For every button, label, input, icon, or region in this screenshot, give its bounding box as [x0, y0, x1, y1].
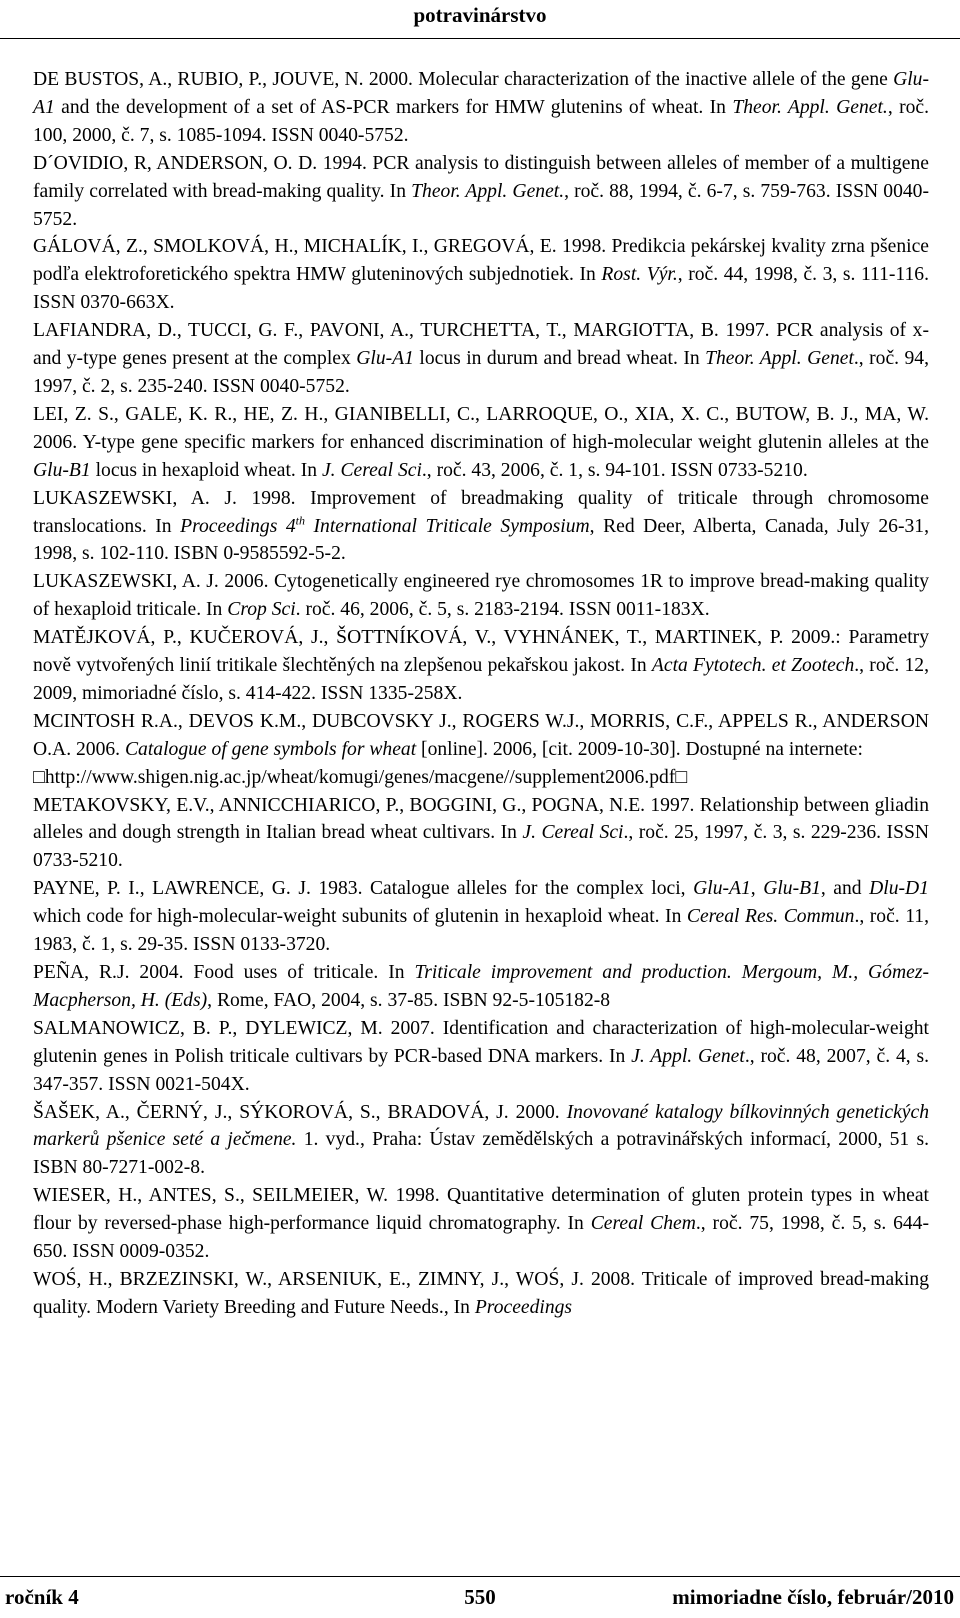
reference-italic-text: Theor. Appl. Genet	[705, 348, 854, 370]
reference-text: . roč. 46, 2006, č. 5, s. 2183-2194. ISSN 0011-183X.	[295, 599, 710, 621]
reference-italic-text: Rost. Výr.	[601, 264, 678, 286]
reference-text: ŠAŠEK, A., ČERNÝ, J., SÝKOROVÁ, S., BRADOVÁ, J. 2000.	[33, 1101, 567, 1123]
reference-text: METAKOVSKY, E.V., ANNICCHIARICO, P., BOGGINI, G., POGNA, N.E. 1997. Relationship between gliadin alleles and dough strength in Italian bread wheat cultivars. In	[33, 794, 929, 844]
reference-text: [online]. 2006, [cit. 2009-10-30]. Dostupné na internete:	[416, 738, 863, 760]
reference-text: 1. vyd., Praha: Ústav zemědělských a potravinářských informací, 2000, 51 s. ISBN 80-7271-002-8.	[33, 1129, 929, 1179]
page-footer	[0, 1576, 960, 1618]
reference-text: WIESER, H., ANTES, S., SEILMEIER, W. 1998. Quantitative determination of gluten protein types in wheat flour by reversed-phase high-performance liquid chromatography. In	[33, 1185, 929, 1235]
reference-italic-text: Theor. Appl. Genet.	[411, 180, 565, 202]
reference-text: GÁLOVÁ, Z., SMOLKOVÁ, H., MICHALÍK, I., GREGOVÁ, E. 1998. Predikcia pekárskej kvality zrna pšenice podľa elektroforetického spektra HMW gluteninových subjednotiek. In	[33, 236, 929, 286]
reference-text: PEÑA, R.J. 2004. Food uses of triticale. In	[33, 962, 415, 983]
reference-text: LEI, Z. S., GALE, K. R., HE, Z. H., GIANIBELLI, C., LARROQUE, O., XIA, X. C., BUTOW, B. J., MA, W. 2006. Y-type gene specific markers for enhanced discrimination of high-molecular weight glutenin alleles at the	[33, 403, 929, 453]
reference-entry	[33, 485, 929, 569]
reference-text: , Red Deer, Alberta, Canada, July 26-31, 1998, s. 102-110. ISBN 0-9585592-5-2.	[33, 515, 929, 565]
reference-entry	[33, 66, 929, 150]
reference-italic-text: Cereal Chem	[590, 1213, 696, 1235]
reference-text: , Rome, FAO, 2004, s. 37-85. ISBN 92-5-105182-8	[207, 989, 611, 1011]
reference-list	[33, 66, 929, 1322]
reference-text: , roč. 44, 1998, č. 3, s. 111-116. ISSN 0370-663X.	[33, 264, 929, 314]
reference-entry	[33, 624, 929, 708]
reference-text: and the development of a set of AS-PCR markers for HMW glutenins of wheat. In	[54, 96, 733, 118]
footer-page-number: 550	[464, 1585, 496, 1609]
reference-entry	[33, 792, 929, 876]
reference-entry	[33, 1099, 929, 1183]
reference-italic-text: Inovované katalogy bílkovinných genetických markerů pšenice seté a ječmene.	[33, 1101, 929, 1151]
reference-text: SALMANOWICZ, B. P., DYLEWICZ, M. 2007. Identification and characterization of high-molecular-weight glutenin genes in Polish triticale cultivars by PCR-based DNA markers. In	[33, 1017, 929, 1067]
reference-italic-text: Dlu-D1	[869, 878, 929, 900]
reference-italic-text: J. Appl. Genet	[631, 1045, 745, 1067]
journal-name: potravinárstvo	[413, 3, 547, 27]
reference-text: locus in durum and bread wheat. In	[413, 348, 706, 370]
reference-text: PAYNE, P. I., LAWRENCE, G. J. 1983. Catalogue alleles for the complex loci,	[33, 878, 694, 900]
reference-italic-text: Triticale improvement and production. Mergoum, M., Gómez-Macpherson, H. (Eds)	[33, 962, 929, 1011]
reference-text: LUKASZEWSKI, A. J. 1998. Improvement of breadmaking quality of triticale through chromosome translocations. In	[33, 487, 929, 537]
reference-text: DE BUSTOS, A., RUBIO, P., JOUVE, N. 2000. Molecular characterization of the inactive allele of the gene	[33, 69, 894, 90]
reference-italic-text: Glu-B1	[33, 459, 91, 481]
reference-text: , and	[820, 878, 870, 900]
reference-text: ., roč. 43, 2006, č. 1, s. 94-101. ISSN 0733-5210.	[421, 459, 808, 481]
reference-entry	[33, 568, 929, 624]
reference-text: MCINTOSH R.A., DEVOS K.M., DUBCOVSKY J., ROGERS W.J., MORRIS, C.F., APPELS R., ANDERSON O.A. 2006.	[33, 710, 929, 760]
reference-italic-text: Proceedings 4	[180, 515, 296, 537]
reference-text: locus in hexaploid wheat. In	[90, 459, 322, 481]
reference-italic-text: International Triticale Symposium	[305, 515, 590, 537]
reference-entry	[33, 1266, 929, 1322]
reference-italic-text: Crop Sci	[227, 599, 296, 621]
reference-text: ,	[750, 878, 764, 900]
reference-entry	[33, 959, 929, 1015]
reference-text: ., roč. 94, 1997, č. 2, s. 235-240. ISSN 0040-5752.	[33, 348, 929, 397]
reference-italic-text: Glu-B1	[763, 878, 821, 900]
reference-text: MATĚJKOVÁ, P., KUČEROVÁ, J., ŠOTTNÍKOVÁ, V., VYHNÁNEK, T., MARTINEK, P. 2009.: Parametry nově vytvořených linií tritikale šlechtěných na zlepšenou pekařskou jakost. In	[33, 627, 929, 677]
reference-italic-text: Glu-A1	[693, 878, 751, 900]
reference-italic-text: J. Cereal Sci	[321, 459, 422, 481]
reference-entry	[33, 401, 929, 485]
reference-text: □http://www.shigen.nig.ac.jp/wheat/komugi/genes/macgene//supplement2006.pdf□	[33, 766, 688, 788]
reference-entry	[33, 1015, 929, 1099]
reference-italic-text: Glu-A1	[33, 69, 929, 118]
reference-entry	[33, 1182, 929, 1266]
footer-issue: mimoriadne číslo, február/2010	[672, 1585, 954, 1609]
reference-italic-text: Theor. Appl. Genet.	[732, 96, 888, 118]
reference-entry	[33, 150, 929, 234]
reference-italic-text: Glu-A1	[356, 348, 414, 370]
reference-text: which code for high-molecular-weight subunits of glutenin in hexaploid wheat. In	[33, 906, 687, 928]
reference-text: ., roč. 48, 2007, č. 4, s. 347-357. ISSN 0021-504X.	[33, 1045, 930, 1095]
reference-text: ., roč. 11, 1983, č. 1, s. 29-35. ISSN 0133-3720.	[33, 906, 929, 956]
reference-italic-text: J. Cereal Sci	[522, 822, 624, 844]
reference-text: WOŚ, H., BRZEZINSKI, W., ARSENIUK, E., ZIMNY, J., WOŚ, J. 2008. Triticale of improved bread-making quality. Modern Variety Breeding and Future Needs., In	[33, 1268, 929, 1318]
reference-italic-text: Cereal Res. Commun	[686, 906, 855, 928]
reference-entry	[33, 317, 929, 401]
reference-text: LAFIANDRA, D., TUCCI, G. F., PAVONI, A., TURCHETTA, T., MARGIOTTA, B. 1997. PCR analysis of x- and y-type genes present at the complex	[33, 320, 929, 370]
reference-italic-text: Acta Fytotech. et Zootech	[651, 655, 855, 677]
reference-text: LUKASZEWSKI, A. J. 2006. Cytogenetically engineered rye chromosomes 1R to improve bread-making quality of hexaploid triticale. In	[33, 571, 929, 621]
reference-italic-text: th	[295, 512, 305, 527]
reference-entry	[33, 875, 929, 959]
reference-text: ., roč. 25, 1997, č. 3, s. 229-236. ISSN 0733-5210.	[33, 822, 930, 872]
reference-entry	[33, 233, 929, 317]
running-header	[0, 0, 960, 39]
reference-text: ., roč. 12, 2009, mimoriadné číslo, s. 414-422. ISSN 1335-258X.	[33, 655, 929, 704]
footer-volume: ročník 4	[5, 1585, 79, 1609]
reference-text: , roč. 100, 2000, č. 7, s. 1085-1094. ISSN 0040-5752.	[33, 96, 929, 146]
reference-text: ., roč. 75, 1998, č. 5, s. 644-650. ISSN 0009-0352.	[33, 1213, 930, 1263]
reference-entry	[33, 708, 929, 792]
reference-text: D´OVIDIO, R, ANDERSON, O. D. 1994. PCR analysis to distinguish between alleles of member of a multigene family correlated with bread-making quality. In	[33, 152, 929, 202]
reference-italic-text: Catalogue of gene symbols for wheat	[124, 738, 417, 760]
reference-text: , roč. 88, 1994, č. 6-7, s. 759-763. ISSN 0040-5752.	[33, 180, 929, 230]
reference-italic-text: Proceedings	[474, 1296, 573, 1318]
